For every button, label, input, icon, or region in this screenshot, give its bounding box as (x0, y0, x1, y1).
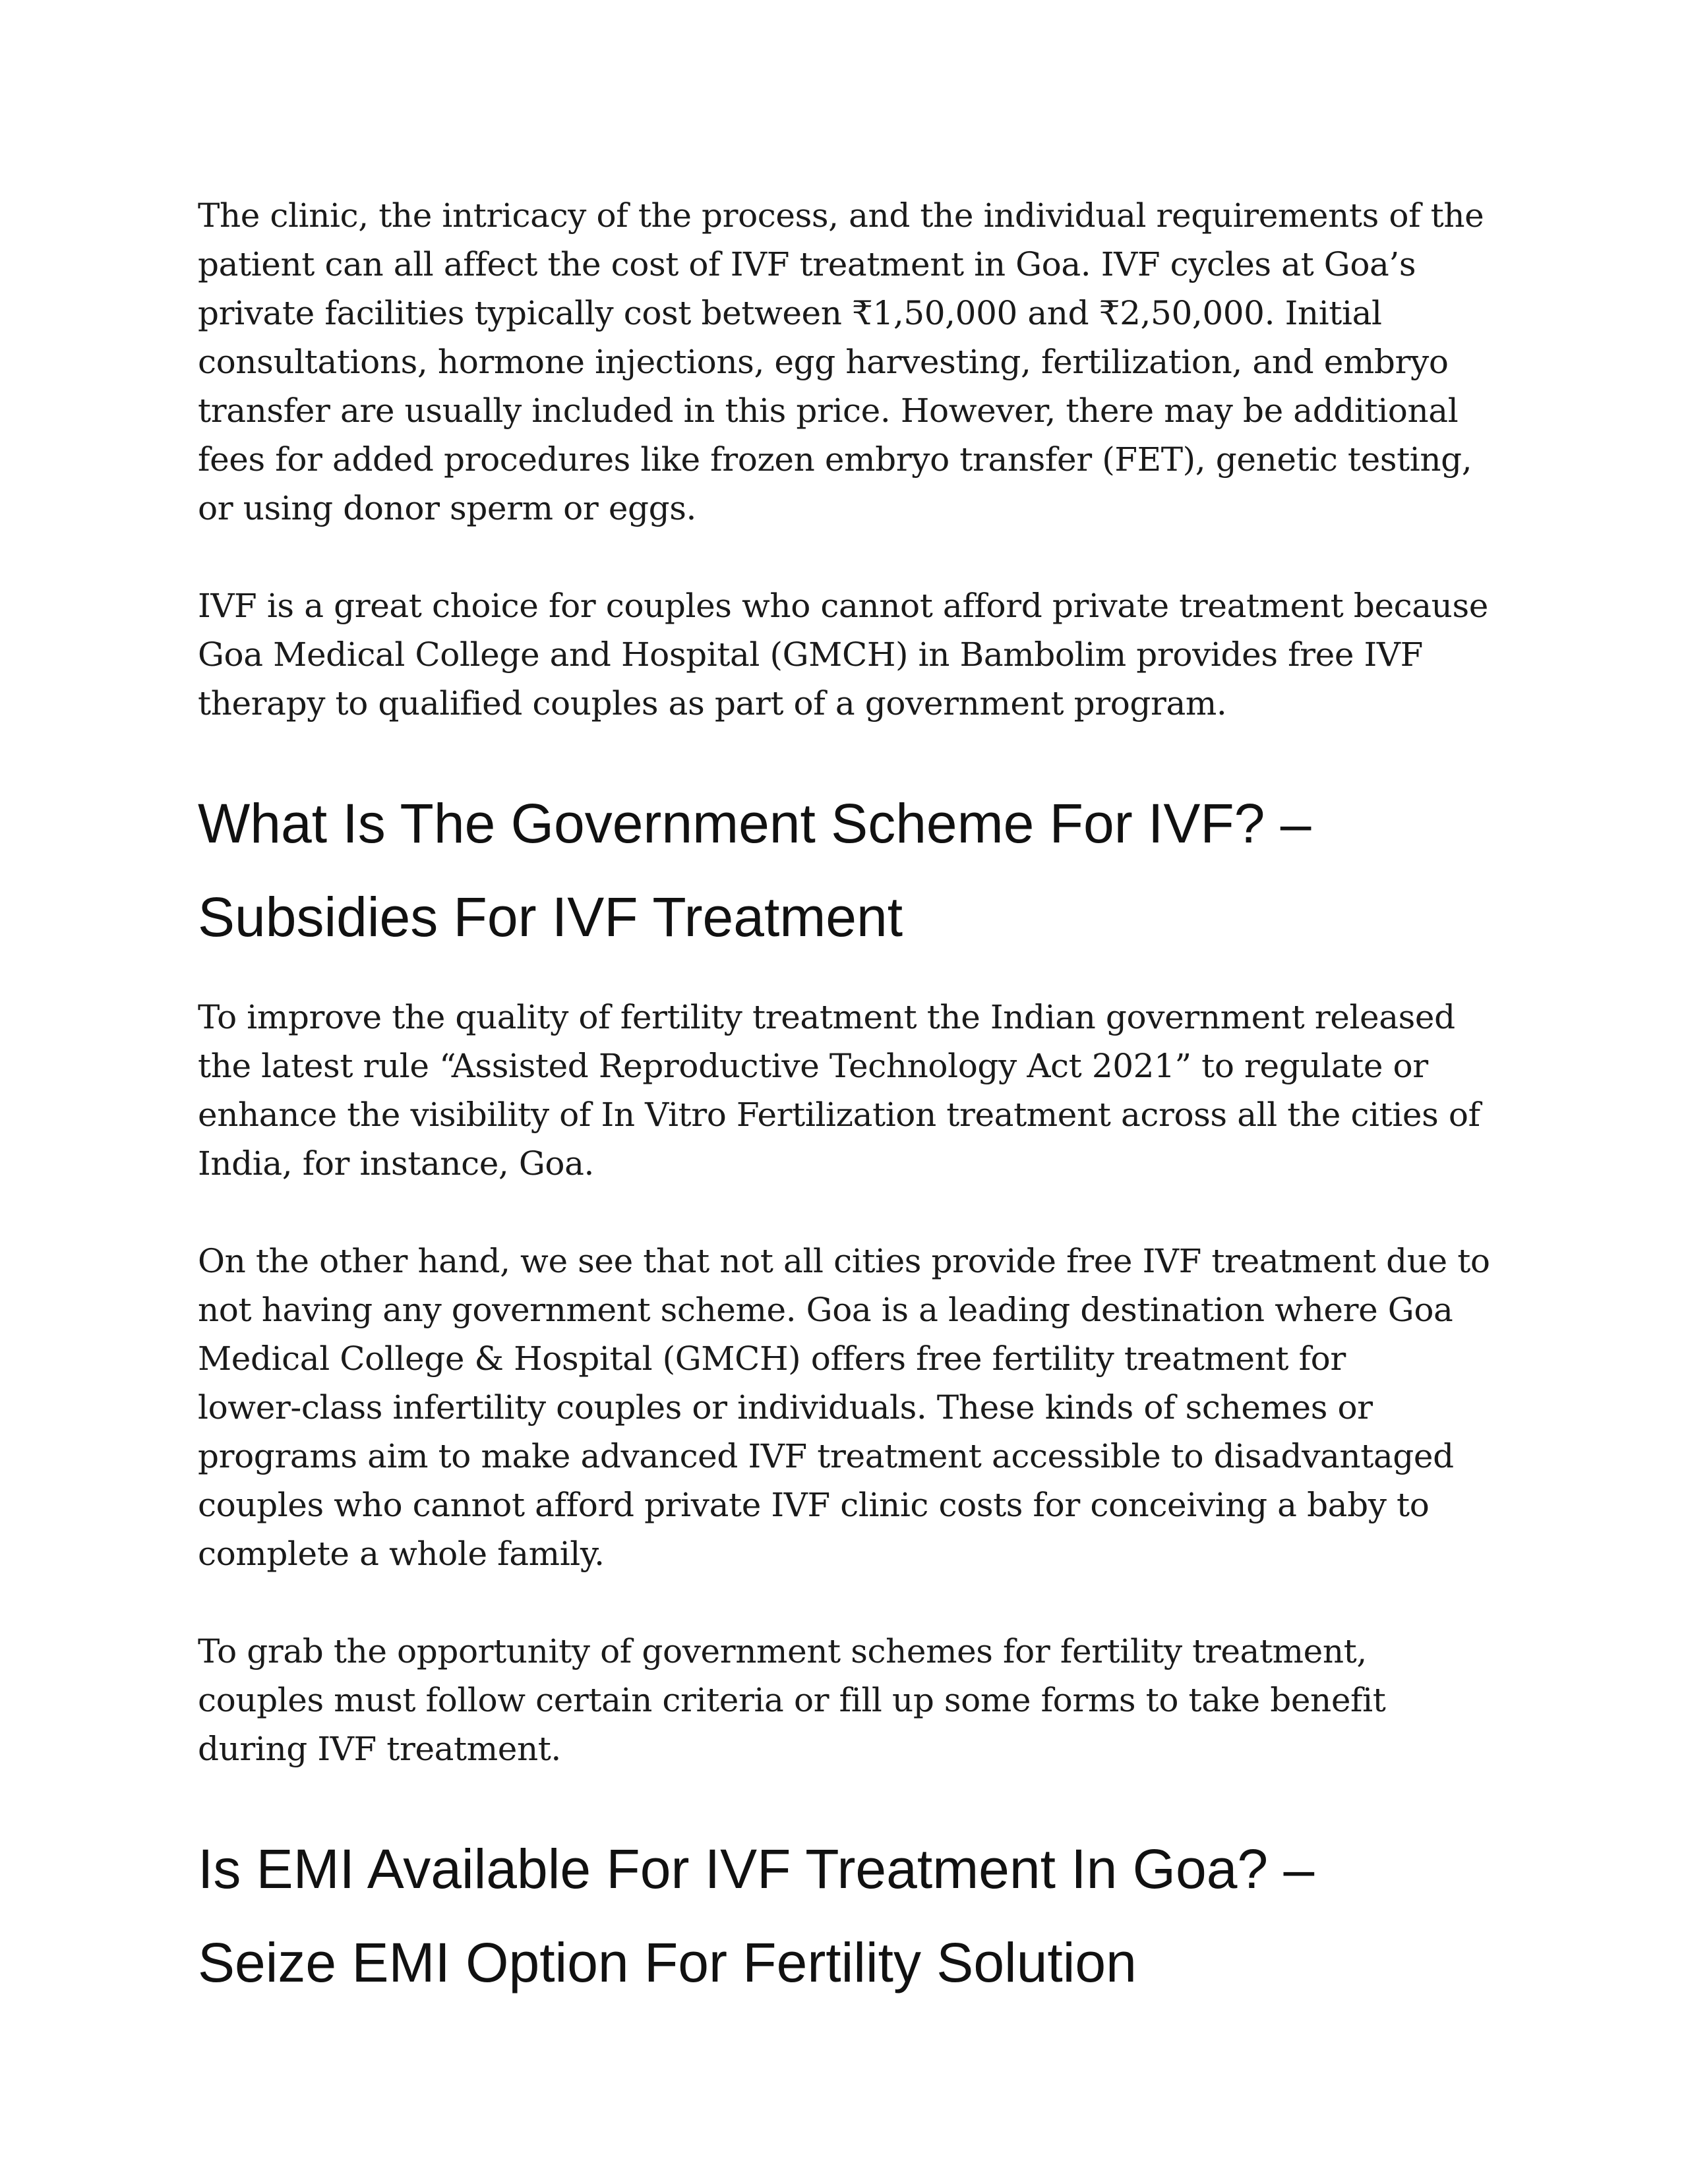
paragraph-criteria (198, 1627, 1490, 1773)
text-line: fees for added procedures like frozen embryo transfer (FET), genetic testing, (198, 440, 1472, 479)
heading-line: Subsidies For IVF Treatment (198, 886, 903, 948)
paragraph-art-act (198, 993, 1490, 1188)
text-line: patient can all affect the cost of IVF treatment in Goa. IVF cycles at Goa’s (198, 245, 1416, 283)
heading-emi-available (198, 1822, 1490, 2009)
text-line: programs aim to make advanced IVF treatment accessible to disadvantaged (198, 1437, 1454, 1475)
text-line: transfer are usually included in this price. However, there may be additional (198, 392, 1459, 430)
text-line: On the other hand, we see that not all cities provide free IVF treatment due to (198, 1242, 1490, 1280)
text-line: To improve the quality of fertility treatment the Indian government released (198, 998, 1455, 1036)
paragraph-ivf-cost (198, 191, 1490, 533)
text-line: Medical College & Hospital (GMCH) offers free fertility treatment for (198, 1340, 1346, 1378)
text-line: couples must follow certain criteria or fill up some forms to take benefit (198, 1681, 1386, 1719)
text-line: couples who cannot afford private IVF clinic costs for conceiving a baby to (198, 1486, 1430, 1524)
text-line: lower-class infertility couples or individuals. These kinds of schemes or (198, 1388, 1373, 1427)
text-line: the latest rule “Assisted Reproductive Technology Act 2021” to regulate or (198, 1047, 1428, 1085)
text-line: during IVF treatment. (198, 1730, 561, 1768)
text-line: IVF is a great choice for couples who cannot afford private treatment because (198, 587, 1488, 625)
text-line: enhance the visibility of In Vitro Fertilization treatment across all the cities of (198, 1096, 1480, 1134)
text-line: To grab the opportunity of government schemes for fertility treatment, (198, 1632, 1367, 1670)
text-line: consultations, hormone injections, egg harvesting, fertilization, and embryo (198, 343, 1449, 381)
text-line: The clinic, the intricacy of the process, and the individual requirements of the (198, 196, 1484, 235)
paragraph-gmch-free-ivf (198, 581, 1490, 728)
heading-government-scheme (198, 777, 1490, 964)
text-line: India, for instance, Goa. (198, 1144, 595, 1183)
heading-line: What Is The Government Scheme For IVF? – (198, 792, 1311, 854)
text-line: or using donor sperm or eggs. (198, 489, 696, 527)
text-line: therapy to qualified couples as part of a government program. (198, 684, 1227, 723)
document-page (198, 191, 1490, 2038)
heading-line: Seize EMI Option For Fertility Solution (198, 1932, 1137, 1993)
text-line: not having any government scheme. Goa is a leading destination where Goa (198, 1291, 1453, 1329)
text-line: complete a whole family. (198, 1535, 605, 1573)
heading-line: Is EMI Available For IVF Treatment In Goa? – (198, 1838, 1315, 1900)
text-line: Goa Medical College and Hospital (GMCH) in Bambolim provides free IVF (198, 635, 1423, 674)
text-line: private facilities typically cost between ₹1,50,000 and ₹2,50,000. Initial (198, 294, 1382, 332)
paragraph-free-treatment-goa (198, 1237, 1490, 1578)
